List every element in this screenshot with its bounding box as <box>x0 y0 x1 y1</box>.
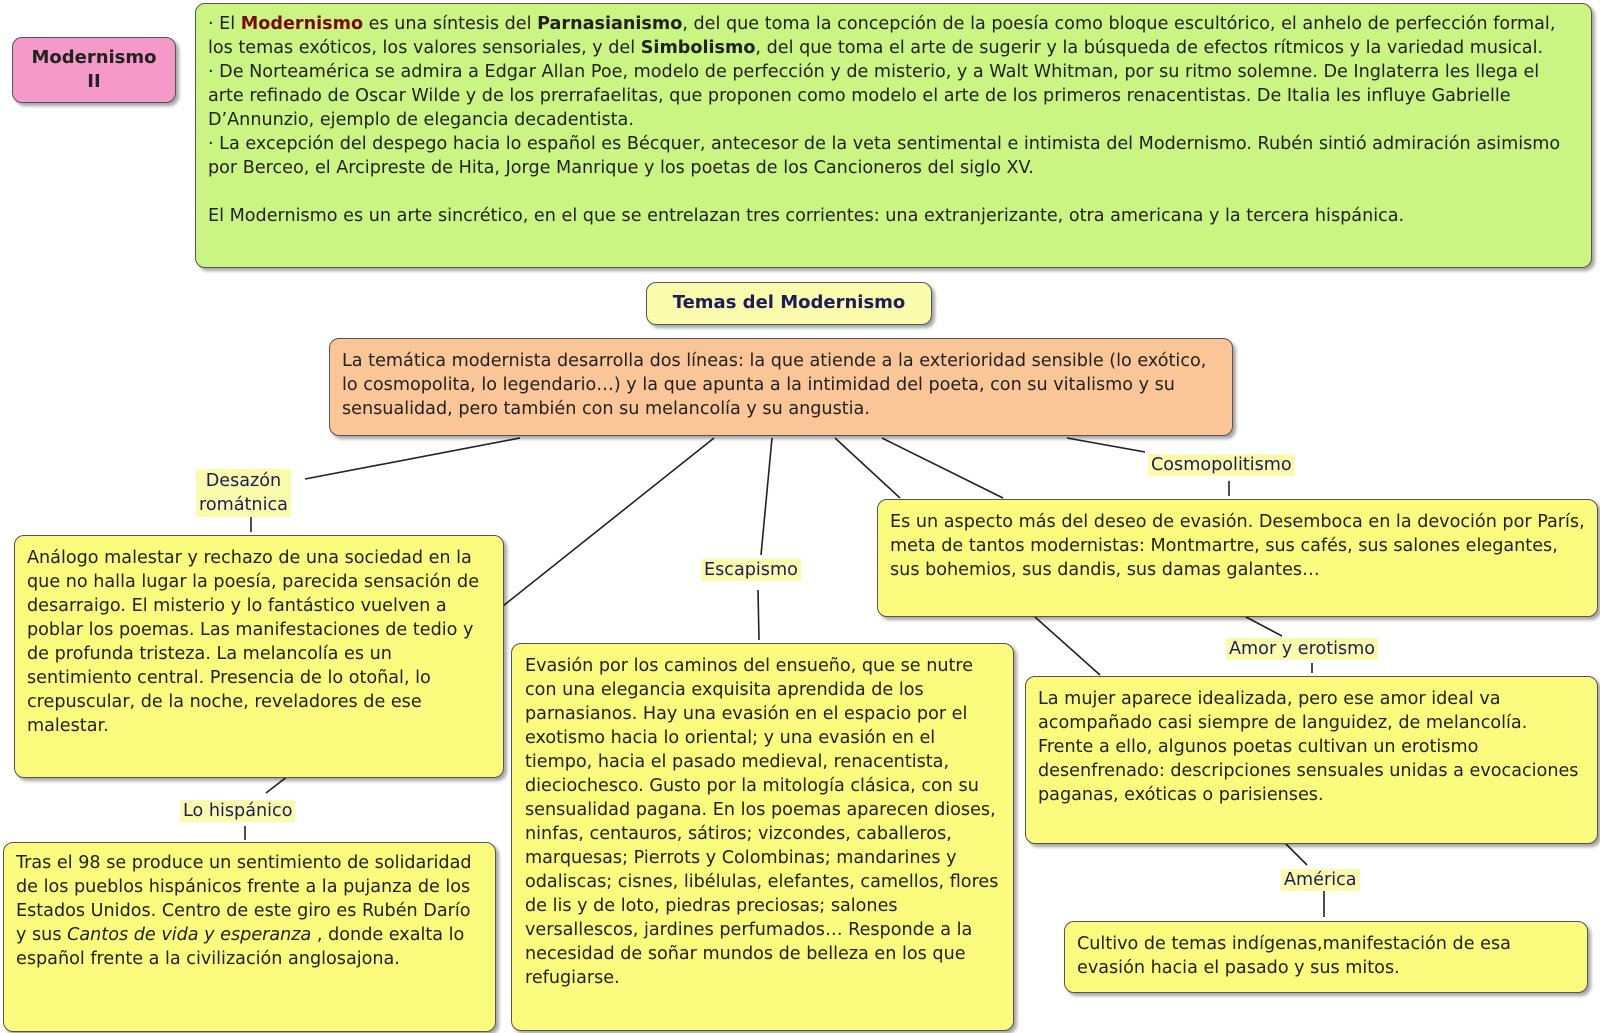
label-desazon-romatnica <box>196 469 291 517</box>
desazon-node <box>14 535 504 778</box>
link-central-hispanico <box>503 438 714 606</box>
link-central-amor <box>835 438 900 498</box>
lo-hispanico-node <box>3 842 496 1032</box>
label-amor-y-erotismo: Amor y erotismo <box>1226 638 1378 660</box>
label-cosmopolitismo: Cosmopolitismo <box>1148 454 1295 476</box>
intro-paragraph-1 <box>208 12 1580 60</box>
intro-paragraph-3: · La excepción del despego hacia lo español es Bécquer, antecesor de la veta sentimental e intimista del Modernismo. Rubén sintió admiración asimismo por Berceo, el Arcipreste de Hita, Jorge Manrique y los poetas de los Cancioneros del siglo XV. <box>208 134 1561 178</box>
text-run: , del que toma el arte de sugerir y la búsqueda de efectos rítmicos y la variedad musical. <box>755 38 1544 58</box>
title-node-modernismo-ii <box>12 37 176 103</box>
link-central-desazon <box>305 438 520 479</box>
link-hispanico-label <box>266 776 288 793</box>
text-run: , del que toma la concepción de la poesía como bloque escultórico, el anhelo de perfección formal, los temas exóticos, los valores sensoriales, y del <box>208 14 1556 58</box>
link-cosmo-amor-node <box>1035 617 1100 675</box>
emphasis-bold: Simbolismo <box>640 38 756 58</box>
label-desazon-line2: romátnica <box>199 495 288 515</box>
title-node-line1: Modernismo <box>31 47 157 68</box>
america-text: Cultivo de temas indígenas,manifestación de esa evasión hacia el pasado y sus mitos. <box>1077 934 1511 978</box>
emphasis-bold: Parnasianismo <box>537 14 683 34</box>
title-node-line2: II <box>87 71 101 92</box>
central-theme-node <box>329 338 1233 436</box>
cosmopolitismo-node <box>877 499 1598 617</box>
lo-hispanico-text <box>16 851 486 971</box>
america-node <box>1064 921 1588 993</box>
link-amor-america <box>1285 843 1307 865</box>
link-central-cosmopolitismo <box>1067 438 1145 452</box>
link-amor-label <box>1246 617 1282 636</box>
intro-conclusion: El Modernismo es un arte sincrético, en el que se entrelazan tres corrientes: una extranjerizante, otra americana y la tercera hispánica. <box>208 206 1405 226</box>
text-run: · El <box>208 14 241 34</box>
text-run: , donde exalta lo español frente a la civilización anglosajona. <box>16 925 465 969</box>
intro-paragraph-2: · De Norteamérica se admira a Edgar Allan Poe, modelo de perfección y de misterio, y a Walt Whitman, por su ritmo solemne. De Inglaterra les llega el arte refinado de Oscar Wilde y de los prerrafaelitas, que proponen como modelo el arte de los primeros renacentistas. De Italia les influye Gabrielle D’Annunzio, ejemplo de elegancia decadentista. <box>208 62 1540 130</box>
label-lo-hispanico: Lo hispánico <box>180 800 295 822</box>
central-theme-text: La temática modernista desarrolla dos líneas: la que atiende a la exterioridad sensible (lo exótico, lo cosmopolita, lo legendario…) y la que apunta a la intimidad del poeta, con su vitalismo y su sensualidad, pero también con su melancolía y su angustia. <box>342 351 1207 419</box>
label-escapismo: Escapismo <box>701 559 801 581</box>
amor-erotismo-text: La mujer aparece idealizada, pero ese amor ideal va acompañado casi siempre de languidez, de melancolía. Frente a ello, algunos poetas cultivan un erotismo desenfrenado: descripciones sensuales unidas a evocaciones paganas, exóticas o parisienses. <box>1038 689 1579 805</box>
desazon-text: Análogo malestar y rechazo de una sociedad en la que no halla lugar la poesía, parecida sensación de desarraigo. El misterio y lo fantástico vuelven a poblar los poemas. Las manifestaciones de tedio y de profunda tristeza. La melancolía es un sentimiento central. Presencia de lo otoñal, lo crepuscular, de la noche, reveladores de ese malestar. <box>27 548 480 736</box>
label-desazon-line1: Desazón <box>205 471 282 491</box>
escapismo-text: Evasión por los caminos del ensueño, que se nutre con una elegancia exquisita aprendida de los parnasianos. Hay una evasión en el espacio por el exotismo hacia lo oriental; y una evasión en el tiempo, hacia el pasado medieval, renacentista, dieciochesco. Gusto por la mitología clásica, con su sensualidad pagana. En los poemas aparecen dioses, ninfas, centauros, sátiros; vizcondes, caballeros, marquesas; Pierrots y Colombinas; mandarines y odaliscas; cisnes, libélulas, elefantes, camellos, flores de lis y de loto, piedras preciosas; salones versallescos, jardines perfumados… Responde a la necesidad de soñar mundos de belleza en los que refugiarse. <box>525 656 999 988</box>
cosmopolitismo-text: Es un aspecto más del deseo de evasión. Desemboca en la devoción por París, meta de tantos modernistas: Montmartre, sus cafés, sus salones elegantes, sus bohemios, sus dandis, sus damas galantes… <box>890 512 1585 580</box>
text-run: es una síntesis del <box>363 14 538 34</box>
link-escapismo-node <box>758 590 759 640</box>
text-run: Tras el 98 se produce un sentimiento de solidaridad de los pueblos hispánicos frente a la pujanza de los Estados Unidos. Centro de este giro es Rubén Darío y sus <box>16 853 472 945</box>
temas-title-node <box>646 282 932 325</box>
link-central-cosmo-node <box>882 438 1003 498</box>
link-central-escapismo <box>761 438 772 555</box>
emphasis-italic: Cantos de vida y esperanza <box>67 925 312 945</box>
escapismo-node <box>511 643 1014 1031</box>
label-america: América <box>1281 869 1360 891</box>
intro-summary-node <box>195 3 1592 268</box>
temas-title: Temas del Modernismo <box>672 292 906 313</box>
emphasis-term: Modernismo <box>240 14 364 34</box>
amor-erotismo-node <box>1025 676 1598 844</box>
